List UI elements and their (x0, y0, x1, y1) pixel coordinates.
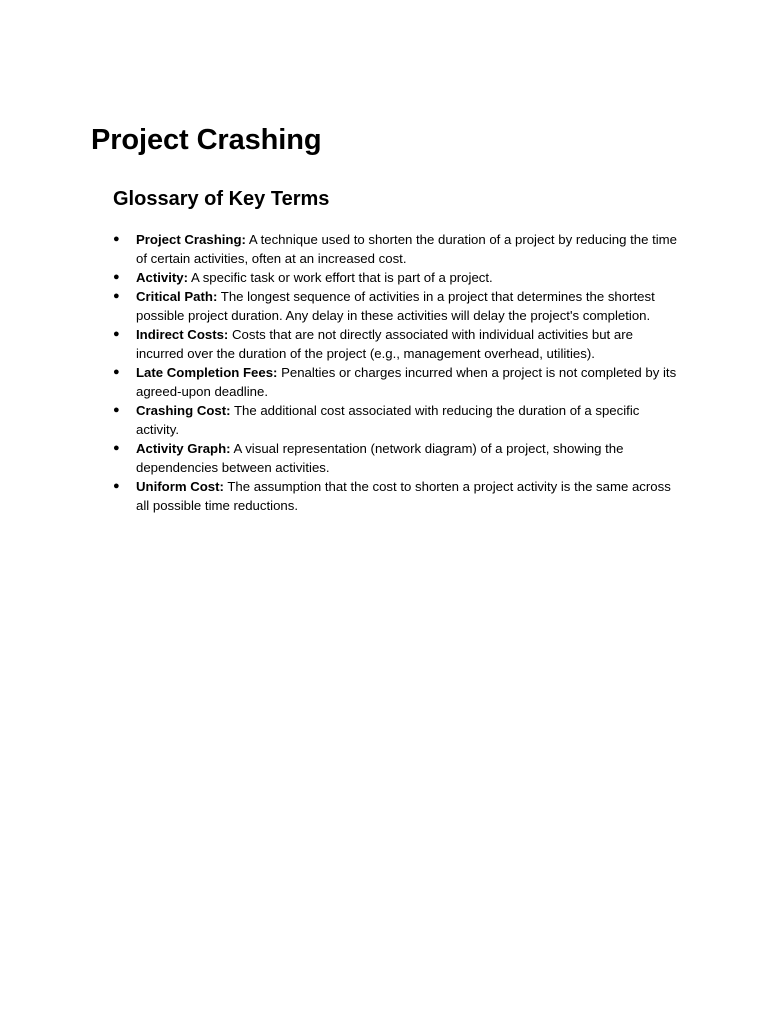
glossary-term: Uniform Cost: (136, 479, 224, 494)
glossary-definition: The additional cost associated with reducing the duration of a specific activity. (136, 403, 640, 437)
glossary-term: Project Crashing: (136, 232, 246, 247)
glossary-item-activity (113, 268, 683, 287)
glossary-item-critical-path (113, 287, 683, 325)
glossary-item-project-crashing (113, 230, 683, 268)
glossary-item-crashing-cost (113, 401, 683, 439)
bullet-icon: ● (113, 366, 120, 378)
glossary-item-indirect-costs (113, 325, 683, 363)
glossary-definition: The assumption that the cost to shorten a project activity is the same across all possible time reductions. (136, 479, 671, 513)
page-title: Project Crashing (91, 124, 322, 156)
bullet-icon: ● (113, 328, 120, 340)
bullet-icon: ● (113, 271, 120, 283)
glossary-item-activity-graph (113, 439, 683, 477)
glossary-term: Crashing Cost: (136, 403, 231, 418)
glossary-term: Indirect Costs: (136, 327, 229, 342)
glossary-item-uniform-cost (113, 477, 683, 515)
glossary-definition: The longest sequence of activities in a project that determines the shortest possible project duration. Any delay in these activities will delay the project's completion. (136, 289, 655, 323)
glossary-term: Critical Path: (136, 289, 218, 304)
glossary-definition: A technique used to shorten the duration of a project by reducing the time of certain activities, often at an increased cost. (136, 232, 677, 266)
glossary-list (113, 230, 683, 515)
bullet-icon: ● (113, 233, 120, 245)
bullet-icon: ● (113, 404, 120, 416)
glossary-definition: Penalties or charges incurred when a project is not completed by its agreed-upon deadline. (136, 365, 677, 399)
glossary-item-late-completion-fees (113, 363, 683, 401)
bullet-icon: ● (113, 442, 120, 454)
glossary-term: Late Completion Fees: (136, 365, 278, 380)
glossary-definition: Costs that are not directly associated with individual activities but are incurred over the duration of the project (e.g., management overhead, utilities). (136, 327, 633, 361)
glossary-term: Activity Graph: (136, 441, 231, 456)
glossary-term: Activity: (136, 270, 189, 285)
section-heading: Glossary of Key Terms (113, 188, 330, 210)
bullet-icon: ● (113, 480, 120, 492)
glossary-definition: A visual representation (network diagram) of a project, showing the dependencies between activities. (136, 441, 624, 475)
bullet-icon: ● (113, 290, 120, 302)
glossary-definition: A specific task or work effort that is part of a project. (190, 270, 493, 285)
